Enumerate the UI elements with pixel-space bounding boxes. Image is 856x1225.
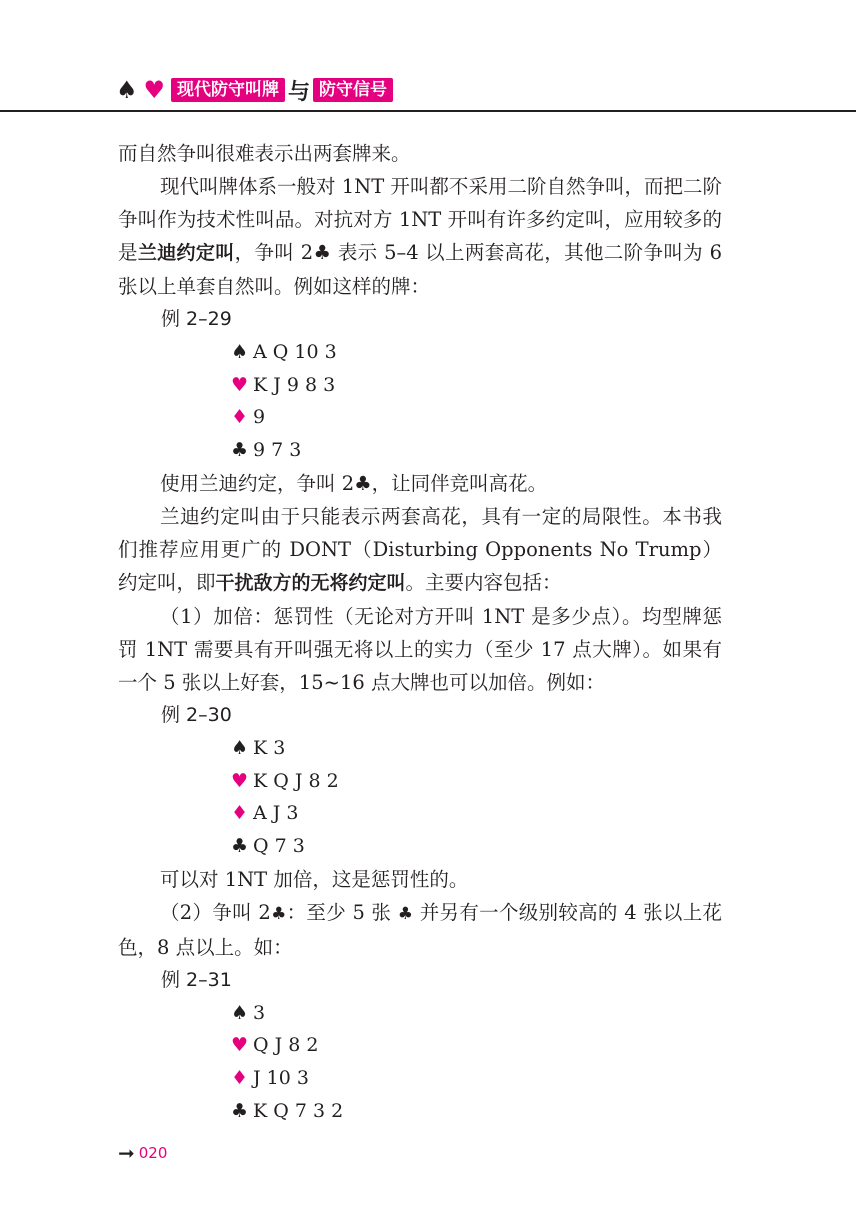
example-label-2: 例 2–30 — [161, 703, 232, 726]
landy-term: 兰迪约定叫 — [137, 242, 235, 264]
spade-icon: ♠ — [231, 736, 249, 759]
paragraph-4 — [118, 500, 722, 600]
hand-row-spades — [231, 997, 722, 1030]
paragraph-3: 使用兰迪约定，争叫 2♣，让同伴竞叫高花。 — [160, 471, 548, 495]
spade-icon: ♠ — [231, 341, 249, 363]
arrow-right-icon: ➞ — [118, 1141, 135, 1165]
hand-diagram-1 — [118, 336, 722, 467]
paragraph-2 — [118, 170, 722, 303]
paragraph-7 — [118, 896, 722, 964]
hand-row-spades — [231, 732, 722, 765]
hand-diagram-3 — [118, 997, 722, 1128]
diamonds-cards: 9 — [253, 406, 266, 429]
heart-icon: ♥ — [231, 769, 249, 792]
page-body — [118, 137, 722, 1127]
hand-row-diamonds — [231, 401, 722, 434]
diamond-icon: ♦ — [231, 1067, 249, 1090]
hand-row-clubs — [231, 1095, 722, 1128]
clubs-cards: Q 7 3 — [253, 834, 305, 857]
heart-icon: ♥ — [231, 1034, 249, 1057]
example-label-1: 例 2–29 — [161, 308, 232, 330]
diamonds-cards: J 10 3 — [253, 1067, 309, 1090]
hand-diagram-2 — [118, 732, 722, 863]
clubs-cards: 9 7 3 — [253, 439, 302, 462]
hand-row-hearts — [231, 369, 722, 402]
header-title-2: 防守信号 — [313, 78, 393, 102]
page-number: 020 — [138, 1144, 168, 1162]
spade-icon: ♠ — [231, 1001, 249, 1024]
club-icon: ♣ — [397, 903, 414, 924]
page-footer — [118, 1143, 167, 1163]
hand-row-hearts — [231, 1029, 722, 1062]
header-title-1: 现代防守叫牌 — [171, 78, 285, 102]
hearts-cards: K Q J 8 2 — [253, 769, 339, 792]
paragraph-2-tail: ，争叫 2♣ 表示 5–4 以上两套高花，其他二阶争叫为 6 张以上单套自然叫。例如这样的牌： — [118, 241, 722, 298]
hand-row-clubs — [231, 434, 722, 467]
spades-cards: A Q 10 3 — [253, 341, 337, 363]
paragraph-4-tail: 。主要内容包括： — [405, 570, 562, 594]
hand-row-diamonds — [231, 797, 722, 830]
header-rule — [0, 110, 856, 112]
clubs-cards: K Q 7 3 2 — [253, 1099, 344, 1122]
hand-row-hearts — [231, 765, 722, 798]
diamonds-cards: A J 3 — [253, 802, 299, 825]
hearts-cards: Q J 8 2 — [253, 1034, 319, 1057]
running-header — [116, 74, 393, 106]
hand-row-diamonds — [231, 1062, 722, 1095]
header-joiner: 与 — [288, 79, 311, 105]
diamond-icon: ♦ — [231, 406, 249, 429]
heart-icon: ♥ — [231, 373, 249, 396]
hand-row-spades — [231, 336, 722, 369]
paragraph-6: 可以对 1NT 加倍，这是惩罚性的。 — [160, 867, 469, 891]
example-label-3: 例 2–31 — [161, 968, 232, 991]
club-icon: ♣ — [270, 903, 287, 924]
spade-icon: ♠ — [116, 76, 138, 104]
paragraph-1: 而自然争叫很难表示出两套牌来。 — [118, 142, 411, 165]
heart-icon: ♥ — [143, 76, 166, 104]
paragraph-5: （1）加倍：惩罚性（无论对方开叫 1NT 是多少点）。均型牌惩罚 1NT 需要具有开叫强无将以上的实力（至少 17 点大牌）。如果有一个 5 张以上好套，15~16 点大牌也可以加倍。例如： — [118, 604, 722, 694]
spades-cards: K 3 — [253, 736, 286, 759]
hand-row-clubs — [231, 830, 722, 863]
hearts-cards: K J 9 8 3 — [253, 373, 336, 396]
club-icon: ♣ — [231, 1099, 249, 1122]
dont-term: 干扰敌方的无将约定叫 — [215, 571, 406, 594]
paragraph-4-text: 兰迪约定叫由于只能表示两套高花，具有一定的局限性。本书我们推荐应用更广的 DONT（Disturbing Opponents No Trump）约定叫，即 — [118, 504, 722, 594]
club-icon: ♣ — [231, 439, 249, 462]
spades-cards: 3 — [253, 1001, 266, 1024]
paragraph-7-a: （2）争叫 2 — [160, 900, 271, 924]
paragraph-7-b: ：至少 5 张 — [286, 900, 398, 924]
paragraph-2-text: 现代叫牌体系一般对 1NT 开叫都不采用二阶自然争叫，而把二阶争叫作为技术性叫品。对抗对方 1NT 开叫有许多约定叫，应用较多的是 — [118, 175, 722, 264]
paragraph-7-c: 并另有一个级别较高的 4 张以上花色，8 点以上。如： — [118, 900, 722, 959]
diamond-icon: ♦ — [231, 802, 249, 825]
club-icon: ♣ — [231, 834, 249, 857]
